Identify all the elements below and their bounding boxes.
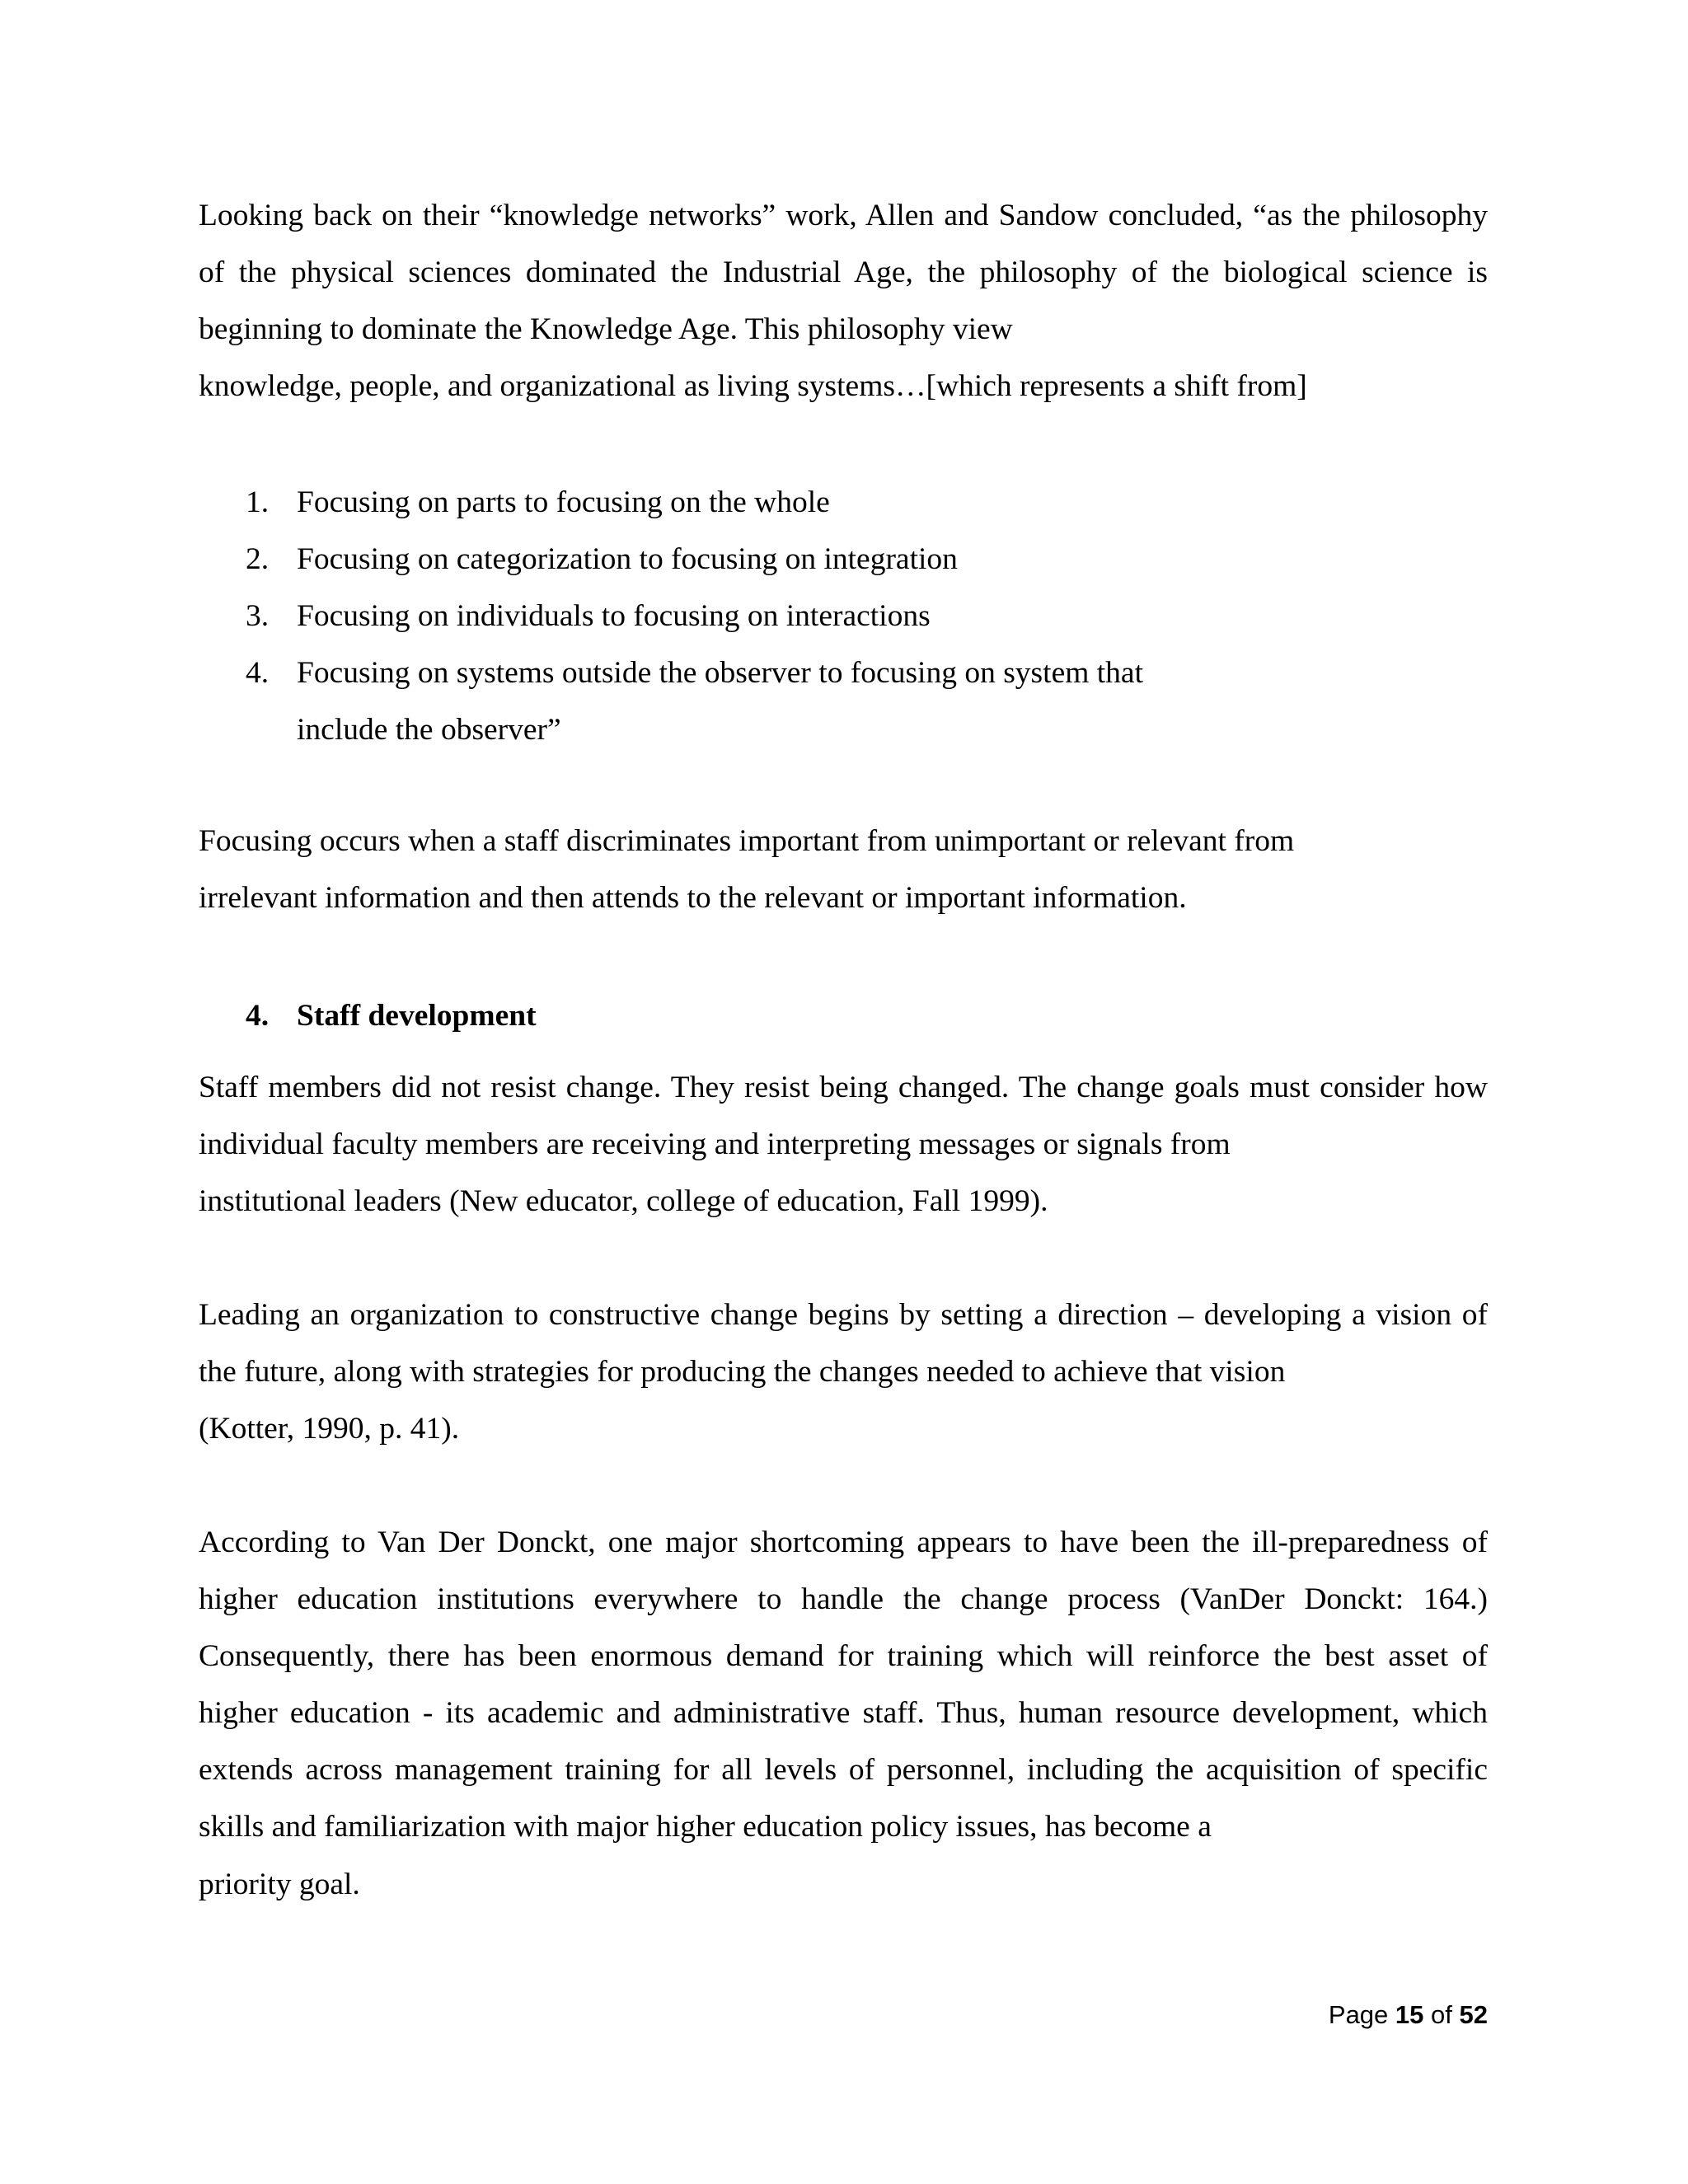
list-item (199, 474, 1488, 531)
list-item-number: 3. (246, 599, 270, 633)
list-item-number: 1. (246, 485, 270, 519)
list-item-text: Focusing on systems outside the observer to focusing on system that include the observer” (297, 656, 1143, 747)
footer-of: of (1431, 2000, 1452, 2029)
footer-total-pages: 52 (1459, 2000, 1488, 2029)
list-item (199, 531, 1488, 588)
list-item-number: 4. (246, 656, 270, 690)
section-heading-number: 4. (246, 999, 270, 1033)
list-item (199, 644, 1162, 758)
shift-list (199, 474, 1488, 758)
paragraph-leading-last-line: (Kotter, 1990, p. 41). (199, 1412, 460, 1446)
page-number-footer (1329, 1999, 1488, 2032)
paragraph-focusing-last-line: irrelevant information and then attends to the relevant or important information. (199, 881, 1187, 915)
footer-prefix: Page (1328, 2000, 1389, 2029)
paragraph-van-der-donckt-last-line: priority goal. (199, 1868, 360, 1901)
paragraph-intro: Looking back on their “knowledge networks” work, Allen and Sandow concluded, “as the philosophy of the physical sciences dominated the Industrial Age, the philosophy of the biological science is beginning to dominate the Knowledge Age. This philosophy view (199, 199, 1488, 346)
section-heading-title: Staff development (297, 999, 537, 1033)
paragraph-focusing: Focusing occurs when a staff discriminates important from unimportant or relevant from (199, 824, 1295, 858)
list-item-text: Focusing on individuals to focusing on interactions (297, 599, 931, 633)
paragraph-staff-members-last-line: institutional leaders (New educator, college of education, Fall 1999). (199, 1184, 1048, 1218)
list-item-number: 2. (246, 542, 270, 576)
paragraph-leading: Leading an organization to constructive change begins by setting a direction – developing a vision of the future, along with strategies for producing the changes needed to achieve that vision (199, 1298, 1488, 1389)
list-item (199, 588, 1488, 644)
paragraph-staff-members: Staff members did not resist change. They resist being changed. The change goals must consider how individual faculty members are receiving and interpreting messages or signals from (199, 1071, 1488, 1161)
paragraph-van-der-donckt: According to Van Der Donckt, one major shortcoming appears to have been the ill-preparedness of higher education institutions everywhere to handle the change process (VanDer Donckt: 164.) Consequently, there has been enormous demand for training which will reinforce the best asset of higher education - its academic and administrative staff. Thus, human resource development, which extends across management training for all levels of personnel, including the acquisition of specific skills and familiarization with major higher education policy issues, has become a (199, 1526, 1488, 1844)
footer-current-page: 15 (1395, 2000, 1424, 2029)
list-item-text: Focusing on parts to focusing on the whole (297, 485, 830, 519)
list-item-text: Focusing on categorization to focusing on integration (297, 542, 958, 576)
paragraph-intro-last-line: knowledge, people, and organizational as living systems…[which represents a shift from] (199, 369, 1307, 403)
